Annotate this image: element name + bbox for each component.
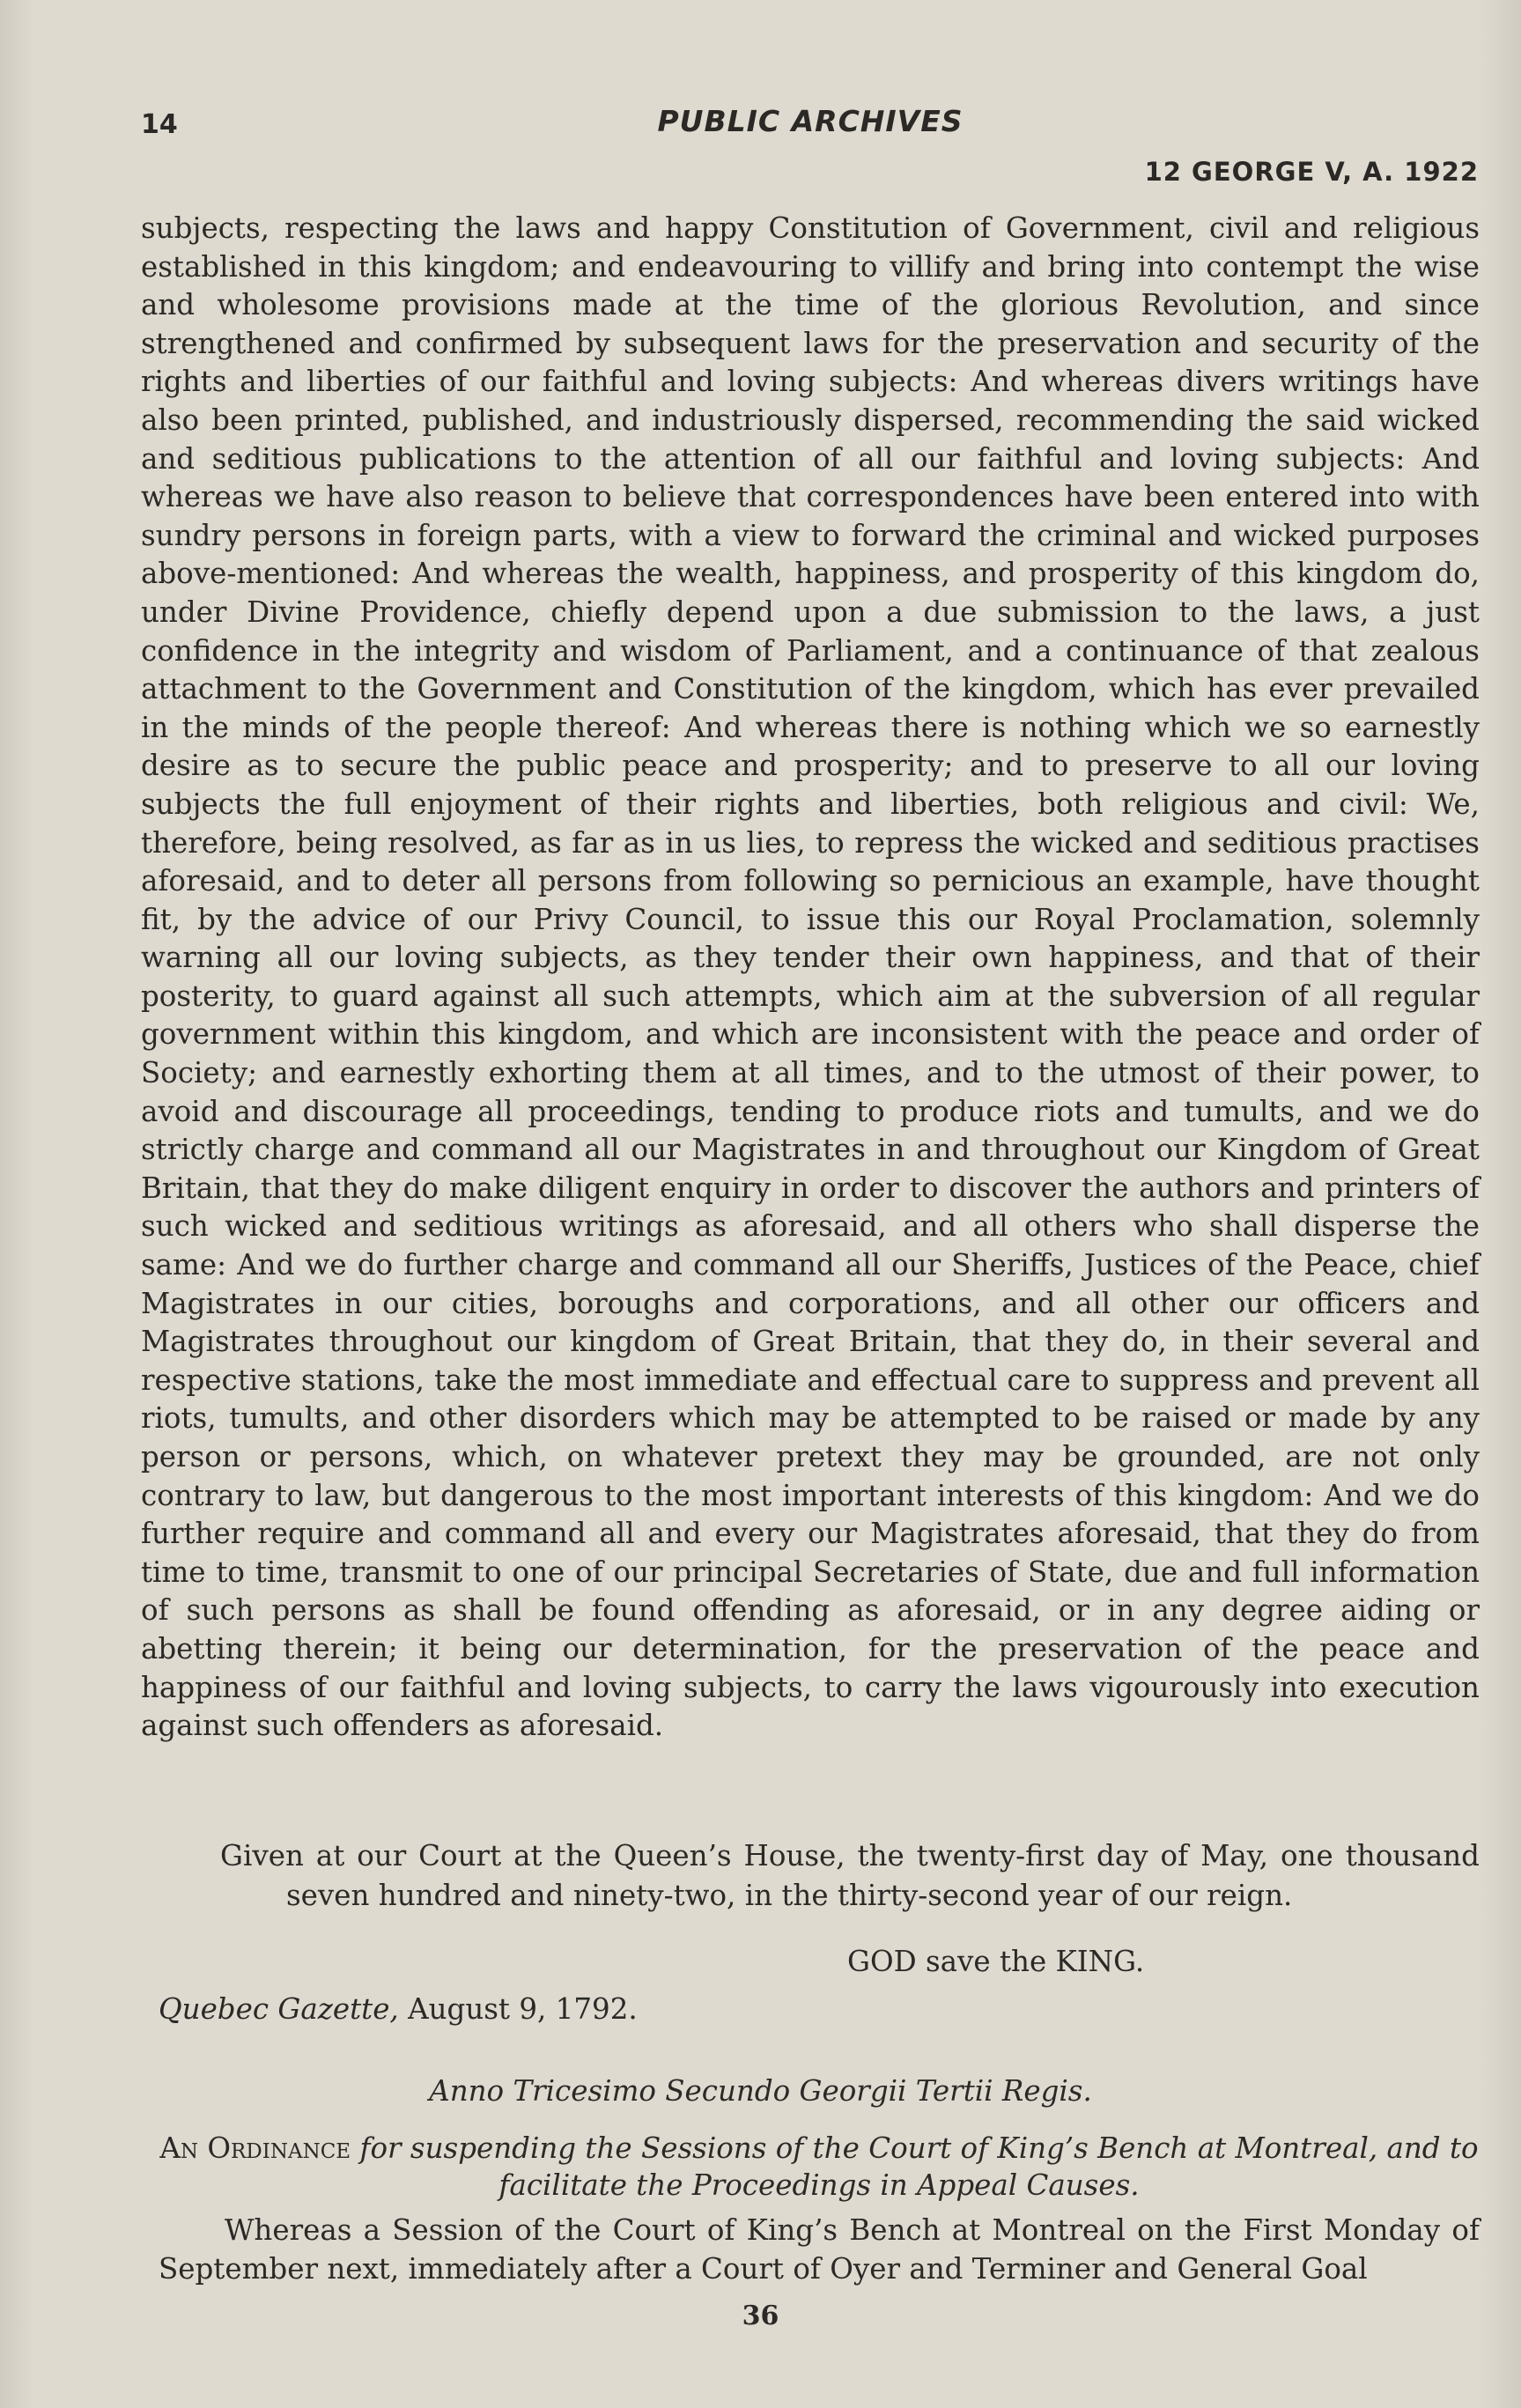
source-citation (159, 1992, 638, 2026)
god-save-the-king: GOD save the KING. (847, 1945, 1145, 1978)
session-line: 12 GEORGE V, A. 1922 (1144, 157, 1479, 187)
running-head (141, 104, 1480, 148)
page-number: 14 (141, 109, 178, 140)
source-publication: Quebec Gazette, (159, 1992, 399, 2026)
proclamation-body: subjects, respecting the laws and happy Constitution of Government, civil and religious established in this kingdom; and endeavouring to villify and bring into contempt the wise and wholesome provisions made at the time of the glorious Revolution, and since strengthened and confirmed by subsequent laws for the preservation and security of the rights and liberties of our faithful and loving subjects: And whereas divers writings have also been printed, published, and industriously dispersed, recommending the said wicked and seditious publications to the attention of all our faithful and loving subjects: And whereas we have also reason to believe that correspondences have been entered into with sundry persons in foreign parts, with a view to forward the criminal and wicked purposes above-mentioned: And whereas the wealth, happiness, and prosperity of this kingdom do, under Divine Providence, chiefly depend upon a due submission to the laws, a just confidence in the integrity and wisdom of Parliament, and a continuance of that zealous attachment to the Government and Constitution of the kingdom, which has ever prevailed in the minds of the people thereof: And whereas there is nothing which we so earnestly desire as to secure the public peace and prosperity; and to preserve to all our loving subjects the full enjoyment of their rights and liberties, both religious and civil: We, therefore, being resolved, as far as in us lies, to repress the wicked and seditious practises aforesaid, and to deter all persons from following so pernicious an example, have thought fit, by the advice of our Privy Council, to issue this our Royal Proclamation, solemnly warning all our loving subjects, as they tender their own happiness, and that of their posterity, to guard against all such attempts, which aim at the subversion of all regular government within this kingdom, and which are inconsistent with the peace and order of Society; and earnestly exhorting them at all times, and to the utmost of their power, to avoid and discourage all proceedings, tending to produce riots and tumults, and we do strictly charge and command all our Magistrates in and throughout our Kingdom of Great Britain, that they do make diligent enquiry in order to discover the authors and printers of such wicked and seditious writings as aforesaid, and all others who shall disperse the same: And we do further charge and command all our Sheriffs, Justices of the Peace, chief Magistrates in our cities, boroughs and corporations, and all other our officers and Magistrates throughout our kingdom of Great Britain, that they do, in their several and respective stations, take the most immediate and effectual care to suppress and prevent all riots, tumults, and other disorders which may be attempted to be raised or made by any person or persons, which, on whatever pretext they may be grounded, are not only contrary to law, but dangerous to the most important interests of this kingdom: And we do further require and command all and every our Magistrates aforesaid, that they do from time to time, transmit to one of our principal Secretaries of State, due and full information of such persons as shall be found offending as aforesaid, or in any degree aiding or abetting therein; it being our determination, for the preservation of the peace and happiness of our faithful and loving subjects, to carry the laws vigourously into execution against such offenders as aforesaid. (141, 211, 1480, 1743)
ordinance-label: An Ordinance (159, 2131, 351, 2165)
source-date: August 9, 1792. (408, 1992, 638, 2026)
ordinance-preamble: Whereas a Session of the Court of King’s Bench at Montreal on the First Monday of September next, immediately after a Court of Oyer and Terminer and General Goal (159, 2213, 1480, 2286)
ordinance-heading (159, 2130, 1480, 2204)
given-at-paragraph: Given at our Court at the Queen’s House, the twenty-first day of May, one thousand seven hundred and ninety-two, in the thirty-second year of our reign. (220, 1839, 1480, 1912)
journal-title: PUBLIC ARCHIVES (657, 104, 964, 138)
ordinance-title: for suspending the Sessions of the Court of King’s Bench at Montreal, and to facilitate the Proceedings in Appeal Causes. (359, 2131, 1479, 2202)
act-title: Anno Tricesimo Secundo Georgii Tertii Regis. (429, 2074, 1092, 2108)
folio-number: 36 (742, 2301, 779, 2331)
